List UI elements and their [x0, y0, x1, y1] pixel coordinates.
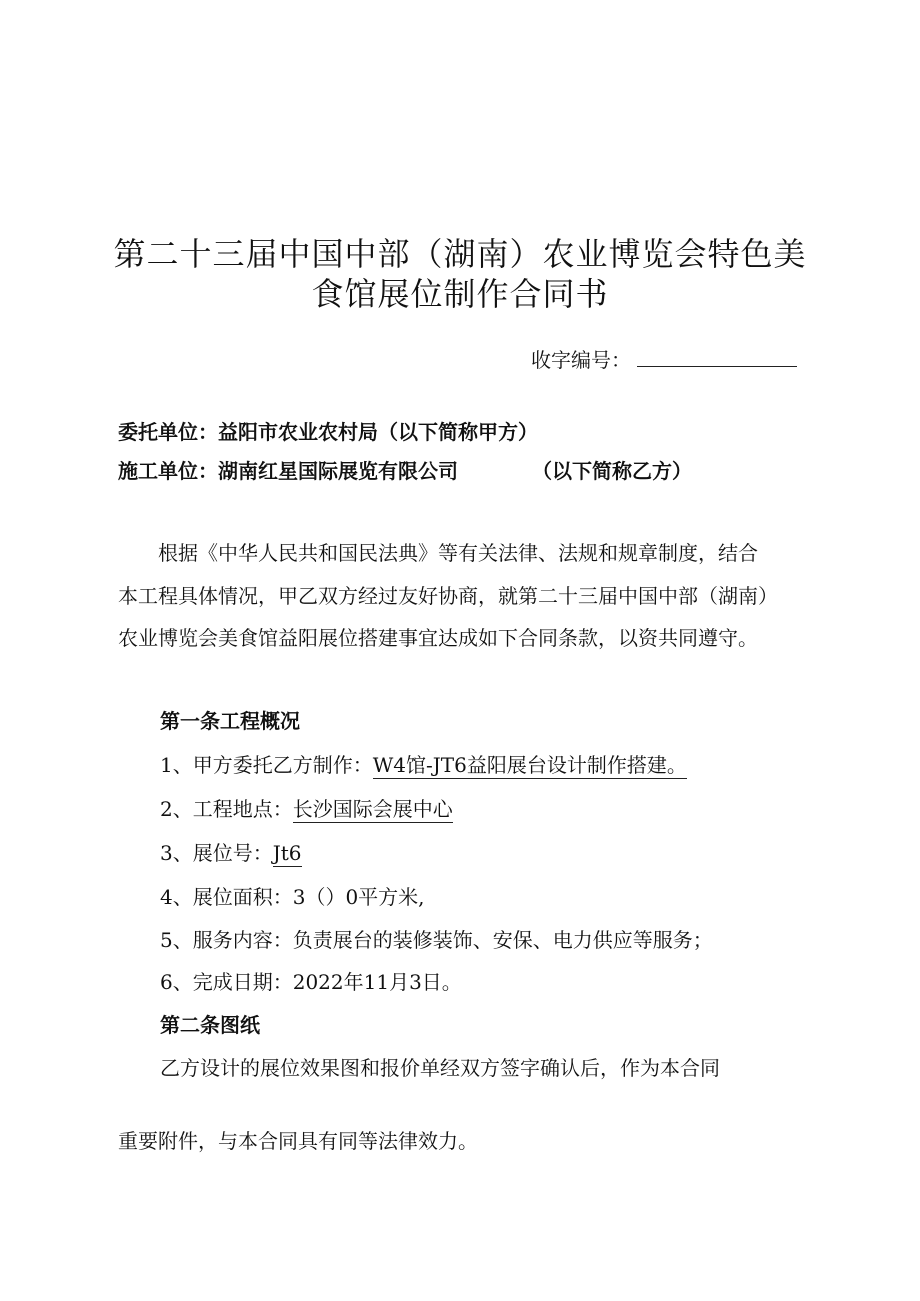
intro-line-1: 根据《中华人民共和国民法典》等有关法律、法规和规章制度，结合 [118, 541, 758, 565]
document-title-line-2: 食馆展位制作合同书 [311, 275, 609, 313]
contractor-name: 施工单位：湖南红星国际展览有限公司 [118, 459, 458, 483]
item-value: 2022年11月3日。 [292, 970, 462, 994]
article-1-item-6 [160, 968, 462, 996]
serial-number-field [531, 346, 797, 374]
article-1-item-3 [160, 839, 302, 867]
article-1-item-1 [160, 751, 687, 779]
serial-number-blank [637, 348, 797, 367]
article-2-line-1: 乙方设计的展位效果图和报价单经双方签字确认后，作为本合同 [160, 1056, 720, 1080]
intro-line-3: 农业博览会美食馆益阳展位搭建事宜达成如下合同条款，以资共同遵守。 [118, 626, 758, 650]
item-value: 负责展台的装修装饰、安保、电力供应等服务； [292, 928, 713, 952]
article-1-item-5 [160, 926, 713, 954]
item-value: W4馆-JT6益阳展台设计制作搭建。 [372, 753, 687, 777]
item-label: 5、服务内容： [160, 928, 293, 952]
article-1-item-4 [160, 883, 425, 911]
article-1-item-2 [160, 795, 453, 823]
item-value: 3（）0平方米, [292, 885, 425, 909]
serial-number-label: 收字编号： [531, 348, 631, 372]
document-title-line-1: 第二十三届中国中部（湖南）农业博览会特色美 [113, 235, 807, 273]
article-2-heading: 第二条图纸 [160, 1013, 260, 1037]
item-label: 3、展位号： [160, 841, 273, 865]
intro-line-2: 本工程具体情况，甲乙双方经过友好协商，就第二十三届中国中部（湖南） [118, 584, 778, 608]
item-label: 2、工程地点： [160, 797, 293, 821]
item-label: 6、完成日期： [160, 970, 293, 994]
contractor-alias: （以下简称乙方） [532, 459, 692, 483]
item-value: Jt6 [272, 841, 302, 865]
item-label: 1、甲方委托乙方制作： [160, 753, 373, 777]
article-2-line-2: 重要附件，与本合同具有同等法律效力。 [118, 1129, 478, 1153]
item-label: 4、展位面积： [160, 885, 293, 909]
item-value: 长沙国际会展中心 [292, 797, 453, 821]
article-1-heading: 第一条工程概况 [160, 709, 300, 733]
contractor-party [118, 457, 692, 485]
client-party: 委托单位：益阳市农业农村局（以下简称甲方） [118, 420, 538, 444]
